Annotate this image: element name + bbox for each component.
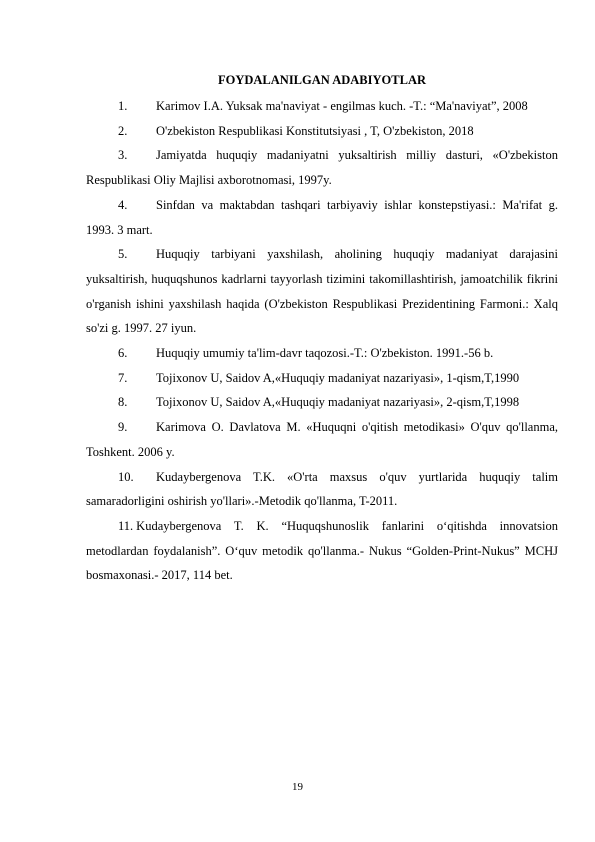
- reference-item: [86, 94, 558, 119]
- reference-item: [86, 415, 558, 464]
- reference-item: [86, 514, 558, 588]
- reference-text: Karimova O. Davlatova M. «Huquqni o'qitish metodikasi» O'quv qo'llanma, Toshkent. 2006 y.: [86, 420, 558, 459]
- reference-text: O'zbekiston Respublikasi Konstitutsiyasi , T, O'zbekiston, 2018: [156, 123, 474, 138]
- reference-text: Sinfdan va maktabdan tashqari tarbiyaviy ishlar konstepstiyasi.: Ma'rifat g. 1993. 3 mart.: [86, 197, 558, 237]
- reference-number: 2.: [118, 123, 128, 138]
- reference-list: [86, 94, 558, 588]
- reference-number: 7.: [118, 370, 128, 385]
- reference-text: Tojixonov U, Saidov A,«Huquqiy madaniyat nazariyasi», 1-qism,T,1990: [156, 370, 520, 385]
- reference-item: [86, 242, 558, 341]
- reference-number: 5.: [118, 247, 128, 262]
- reference-text: Huquqiy umumiy ta'lim-davr taqozosi.-T.: O'zbekiston. 1991.-56 b.: [156, 346, 494, 361]
- reference-text: Tojixonov U, Saidov A,«Huquqiy madaniyat nazariyasi», 2-qism,T,1998: [156, 395, 520, 410]
- reference-number: 4.: [118, 197, 128, 212]
- reference-number: 3.: [118, 148, 128, 163]
- reference-item: [86, 390, 558, 415]
- reference-number: 10.: [118, 469, 134, 484]
- reference-text: Huquqiy tarbiyani yaxshilash, aholining huquqiy madaniyat darajasini yuksaltirish, huquqshunos kadrlarni tayyorlash tizimini takomillashtirish, jamoatchilik fikrini o'rganish ishini yaxshilash haqida (O'zbekiston Respublikasi Prezidentining Farmoni.: Xalq so'zi g. 1997. 27 iyun.: [86, 247, 558, 336]
- reference-item: [86, 366, 558, 391]
- reference-item: [86, 465, 558, 514]
- reference-item: [86, 143, 558, 192]
- reference-number: 6.: [118, 346, 128, 361]
- reference-number: 8.: [118, 395, 128, 410]
- reference-number: 1.: [118, 99, 128, 113]
- reference-number: 11.: [118, 518, 134, 533]
- reference-text: Kudaybergenova T. K. “Huquqshunoslik fanlarini o‘qitishda innovatsion metodlardan foydalanish”. O‘quv metodik qo'llanma.- Nukus “Golden-Print-Nukus” MCHJ bosmaxonasi.- 2017, 114 bet.: [86, 518, 558, 583]
- reference-text: Karimov I.A. Yuksak ma'naviyat - engilmas kuch. -T.: “Ma'naviyat”, 2008: [156, 99, 528, 113]
- reference-text: Jamiyatda huquqiy madaniyatni yuksaltirish milliy dasturi, «O'zbekiston Respublikasi Oliy Majlisi axborotnomasi, 1997y.: [86, 148, 558, 188]
- reference-item: [86, 341, 558, 366]
- page-number: 19: [292, 781, 303, 793]
- reference-text: Kudaybergenova T.K. «O'rta maxsus o'quv yurtlarida huquqiy talim samaradorligini oshirish yo'llari».-Metodik qo'llanma, T-2011.: [86, 469, 558, 509]
- reference-item: [86, 119, 558, 144]
- reference-item: [86, 193, 558, 242]
- reference-number: 9.: [118, 420, 128, 435]
- page-title: FOYDALANILGAN ADABIYOTLAR: [217, 73, 426, 87]
